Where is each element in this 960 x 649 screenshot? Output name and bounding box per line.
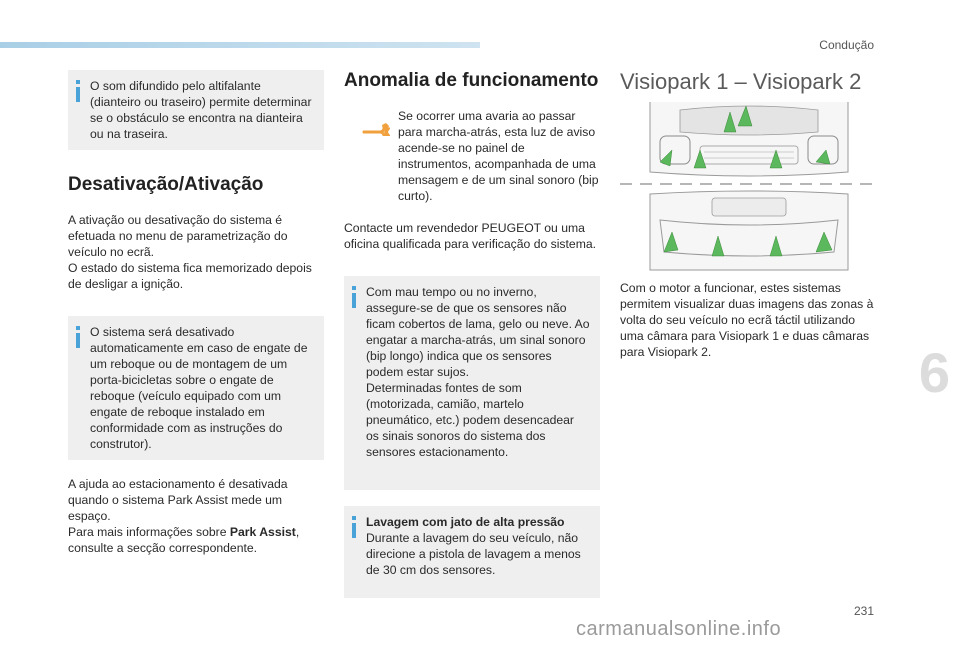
vehicle-sensor-illustration bbox=[620, 102, 878, 272]
page-number: 231 bbox=[853, 604, 874, 618]
info-icon bbox=[352, 516, 356, 538]
section-title: Condução bbox=[819, 38, 874, 52]
heading-visiopark: Visiopark 1 – Visiopark 2 bbox=[620, 69, 862, 94]
info-note bbox=[68, 316, 324, 460]
heading-malfunction: Anomalia de funcionamento bbox=[344, 70, 599, 91]
paragraph: Contacte um revendedor PEUGEOT ou uma oficina qualificada para verificação do sistema. bbox=[344, 221, 597, 251]
chapter-number: 6 bbox=[918, 341, 950, 404]
note-text: Determinadas fontes de som (motorizada, camião, martelo pneumático, etc.) podem desencadear os sinais sonoros do sistema dos sensores estacionamento. bbox=[366, 381, 574, 459]
park-assist-term: Park Assist bbox=[229, 525, 296, 539]
info-icon bbox=[76, 326, 80, 348]
column-middle bbox=[344, 70, 600, 598]
watermark: carmanualsonline.info bbox=[576, 618, 782, 640]
heading-deactivation: Desativação/Ativação bbox=[68, 174, 264, 195]
note-text: O som difundido pelo altifalante (dianteiro ou traseiro) permite determinar se o obstáculo se encontra na dianteira ou na traseira. bbox=[90, 79, 312, 141]
paragraph: A ativação ou desativação do sistema é efetuada no menu de parametrização do veículo no ecrã. bbox=[68, 213, 288, 259]
warning-row bbox=[344, 108, 600, 204]
info-note bbox=[344, 506, 600, 598]
column-right bbox=[620, 70, 878, 360]
car-front-rear-icon bbox=[620, 102, 878, 272]
column-left bbox=[68, 70, 324, 556]
paragraph: O estado do sistema fica memorizado depois de desligar a ignição. bbox=[68, 261, 312, 291]
warning-text: Se ocorrer uma avaria ao passar para marcha-atrás, esta luz de aviso acende-se no painel de instrumentos, acompanhada de uma mensagem e de um sinal sonoro (bip curto). bbox=[398, 109, 599, 203]
header-bar bbox=[0, 42, 480, 48]
info-icon bbox=[352, 286, 356, 308]
paragraph: Com o motor a funcionar, estes sistemas permitem visualizar duas imagens das zonas à volta do seu veículo no ecrã táctil utilizando uma câmara para Visiopark 1 e duas câmaras para Visiopark 2. bbox=[620, 281, 874, 359]
note-text: Durante a lavagem do seu veículo, não direcione a pistola de lavagem a menos de 30 cm dos sensores. bbox=[366, 531, 581, 577]
info-icon bbox=[76, 80, 80, 102]
paragraph: Para mais informações sobre Park Assist, consulte a secção correspondente. bbox=[68, 525, 300, 555]
note-title: Lavagem com jato de alta pressão bbox=[366, 515, 565, 529]
info-note bbox=[344, 276, 600, 490]
paragraph: A ajuda ao estacionamento é desativada quando o sistema Park Assist mede um espaço. bbox=[68, 477, 288, 523]
note-text: O sistema será desativado automaticamente em caso de engate de um reboque ou de montagem de um porta-bicicletas sobre o engate de reboque (veículo equipado com um engate de reboque instalado em conformidade com as instruções do construtor). bbox=[90, 325, 308, 451]
wrench-warning-icon bbox=[362, 120, 390, 136]
note-text: Com mau tempo ou no inverno, assegure-se de que os sensores não ficam cobertos de lama, gelo ou neve. Ao engatar a marcha-atrás, um sinal sonoro (bip longo) indica que os sensores podem estar sujos. bbox=[366, 285, 590, 379]
info-note bbox=[68, 70, 324, 150]
